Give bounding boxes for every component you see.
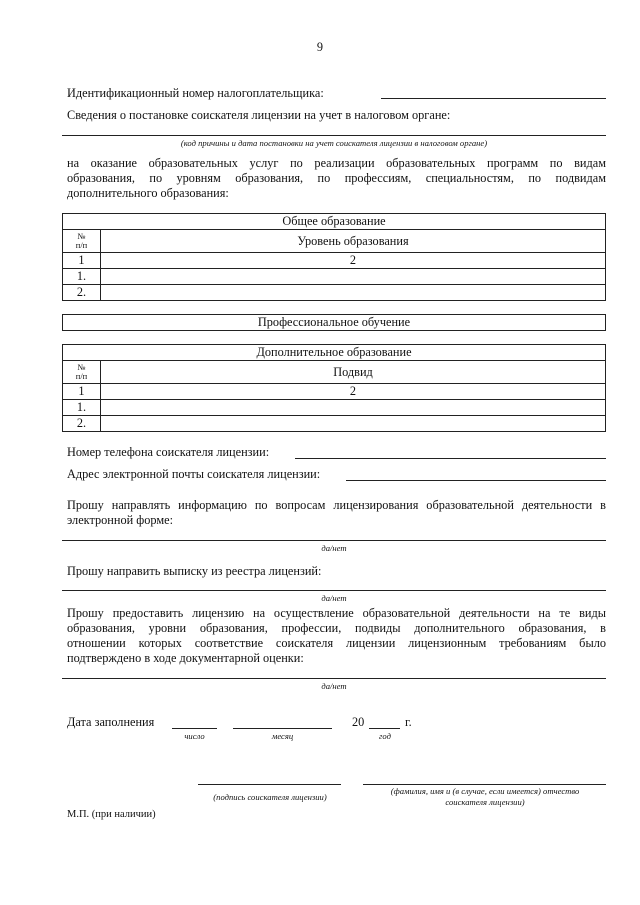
license-request-line1: Прошу предоставить лицензию на осуществление образовательной деятельности на те виды — [67, 606, 606, 620]
license-request-line4: подтверждено в ходе документарной оценки: — [67, 651, 304, 665]
stamp-label: М.П. (при наличии) — [67, 809, 156, 820]
additional-education-col-num: № п/п — [63, 361, 101, 384]
fill-date-century: 20 — [352, 715, 365, 729]
full-name-field[interactable] — [363, 784, 606, 785]
tax-registration-field[interactable] — [62, 135, 606, 136]
phone-field[interactable] — [295, 458, 606, 459]
row-value[interactable] — [101, 416, 606, 432]
additional-education-col-subtype: Подвид — [101, 361, 606, 384]
general-education-index-name: 2 — [101, 253, 606, 269]
fill-date-month-field[interactable] — [233, 728, 332, 729]
fill-date-month-hint: месяц — [271, 731, 294, 741]
row-number: 1. — [63, 269, 101, 285]
electronic-info-field[interactable] — [62, 540, 606, 541]
electronic-info-line1: Прошу направлять информацию по вопросам лицензирования образовательной деятельности в — [67, 498, 606, 512]
fill-date-label: Дата заполнения — [67, 715, 155, 729]
email-label: Адрес электронной почты соискателя лицензии: — [67, 467, 321, 481]
table-row — [63, 269, 606, 285]
row-value[interactable] — [101, 285, 606, 301]
vocational-training-title: Профессиональное обучение — [63, 315, 606, 331]
electronic-info-hint: да/нет — [321, 543, 347, 553]
page-number: 9 — [316, 40, 324, 54]
services-intro-line1: на оказание образовательных услуг по реализации образовательных программ по видам — [67, 156, 606, 170]
fill-date-year-field[interactable] — [369, 728, 400, 729]
full-name-hint-line2: соискателя лицензии) — [445, 797, 525, 807]
license-request-hint: да/нет — [321, 681, 347, 691]
vocational-training-table — [62, 314, 606, 331]
general-education-table — [62, 213, 606, 301]
registry-extract-hint: да/нет — [321, 593, 347, 603]
email-field[interactable] — [346, 480, 606, 481]
registry-extract-field[interactable] — [62, 590, 606, 591]
additional-education-title: Дополнительное образование — [63, 345, 606, 361]
row-value[interactable] — [101, 400, 606, 416]
table-row — [63, 400, 606, 416]
electronic-info-line2: электронной форме: — [67, 513, 173, 527]
additional-education-index-name: 2 — [101, 384, 606, 400]
registry-extract-label: Прошу направить выписку из реестра лицензий: — [67, 564, 322, 578]
taxpayer-id-label: Идентификационный номер налогоплательщика: — [67, 86, 324, 100]
fill-date-year-hint: год — [379, 731, 391, 741]
full-name-hint-line1: (фамилия, имя и (в случае, если имеется) отчество — [390, 786, 580, 796]
phone-label: Номер телефона соискателя лицензии: — [67, 445, 270, 459]
general-education-col-num: № п/п — [63, 230, 101, 253]
fill-date-day-hint: число — [184, 731, 205, 741]
additional-education-table — [62, 344, 606, 432]
table-row — [63, 416, 606, 432]
taxpayer-id-field[interactable] — [381, 98, 606, 99]
license-request-line3: отношении которых соответствие соискателя лицензии лицензионным требованиям было — [67, 636, 606, 650]
services-intro-line3: дополнительного образования: — [67, 186, 229, 200]
general-education-title: Общее образование — [63, 214, 606, 230]
row-value[interactable] — [101, 269, 606, 285]
signature-field[interactable] — [198, 784, 341, 785]
row-number: 2. — [63, 416, 101, 432]
general-education-index-num: 1 — [63, 253, 101, 269]
row-number: 2. — [63, 285, 101, 301]
signature-hint: (подпись соискателя лицензии) — [213, 792, 327, 802]
services-intro-line2: образования, по уровням образования, по профессиям, специальностям, по подвидам — [67, 171, 606, 185]
row-number: 1. — [63, 400, 101, 416]
tax-registration-label: Сведения о постановке соискателя лицензии на учет в налоговом органе: — [67, 108, 451, 122]
license-request-line2: образования, уровни образования, профессии, подвиды дополнительного образования, в — [67, 621, 606, 635]
fill-date-year-suffix: г. — [405, 715, 412, 729]
general-education-col-level: Уровень образования — [101, 230, 606, 253]
table-row — [63, 285, 606, 301]
additional-education-index-num: 1 — [63, 384, 101, 400]
tax-registration-hint: (код причины и дата постановки на учет соискателя лицензии в налоговом органе) — [180, 138, 488, 148]
fill-date-day-field[interactable] — [172, 728, 217, 729]
license-request-field[interactable] — [62, 678, 606, 679]
